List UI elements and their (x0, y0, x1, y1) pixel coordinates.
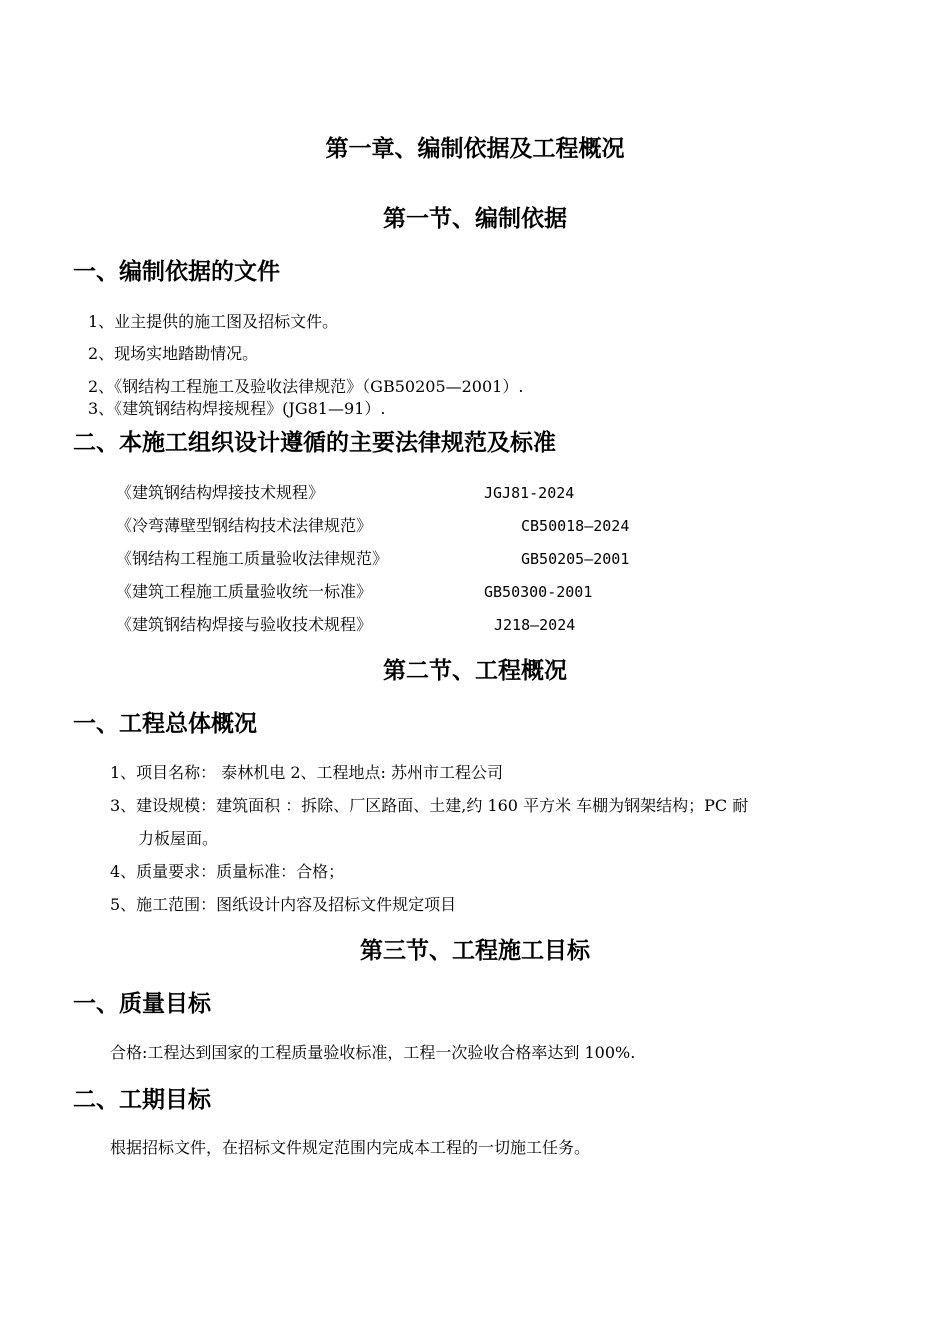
list-item: 2、现场实地踏勘情况。 (88, 344, 259, 363)
chapter-title: 第一章、编制依据及工程概况 (325, 136, 625, 162)
standard-code: JGJ81-2024 (484, 484, 575, 502)
standard-name: 《建筑钢结构焊接与验收技术规程》 (116, 615, 373, 634)
standard-name: 《建筑工程施工质量验收统一标准》 (116, 582, 373, 601)
list-item: 力板屋面。 (138, 829, 219, 848)
standard-code: CB50018—2024 (521, 517, 630, 535)
subsection-heading: 一、工程总体概况 (73, 711, 257, 737)
paragraph: 合格:工程达到国家的工程质量验收标准，工程一次验收合格率达到 100%. (110, 1043, 636, 1062)
subsection-heading: 二、工期目标 (73, 1087, 211, 1113)
section-title: 第三节、工程施工目标 (360, 938, 590, 964)
subsection-heading: 一、编制依据的文件 (73, 259, 280, 285)
list-item: 3、《建筑钢结构焊接规程》(JG81—91）. (88, 399, 386, 418)
list-item: 1、项目名称： 泰林机电 2、工程地点: 苏州市工程公司 (110, 763, 504, 782)
list-item: 2、《钢结构工程施工及验收法律规范》（GB50205—2001）. (88, 377, 524, 396)
standard-code: GB50300-2001 (484, 583, 593, 601)
standard-name: 《建筑钢结构焊接技术规程》 (116, 483, 325, 502)
section-title: 第一节、编制依据 (383, 206, 567, 232)
standard-code: J218—2024 (494, 616, 576, 634)
list-item: 1、业主提供的施工图及招标文件。 (88, 312, 339, 331)
paragraph: 根据招标文件，在招标文件规定范围内完成本工程的一切施工任务。 (110, 1138, 591, 1157)
standard-name: 《钢结构工程施工质量验收法律规范》 (116, 549, 389, 568)
standard-code: GB50205—2001 (521, 550, 630, 568)
subsection-heading: 二、本施工组织设计遵循的主要法律规范及标准 (73, 430, 556, 456)
list-item: 4、质量要求：质量标准：合格； (110, 862, 345, 881)
list-item: 3、建设规模：建筑面积 ：拆除、厂区路面、土建,约 160 平方米 车棚为钢架结构；PC 耐 (110, 796, 749, 815)
section-title: 第二节、工程概况 (383, 658, 567, 684)
standard-name: 《冷弯薄壁型钢结构技术法律规范》 (116, 516, 373, 535)
subsection-heading: 一、质量目标 (73, 991, 211, 1017)
list-item: 5、施工范围：图纸设计内容及招标文件规定项目 (110, 895, 457, 914)
